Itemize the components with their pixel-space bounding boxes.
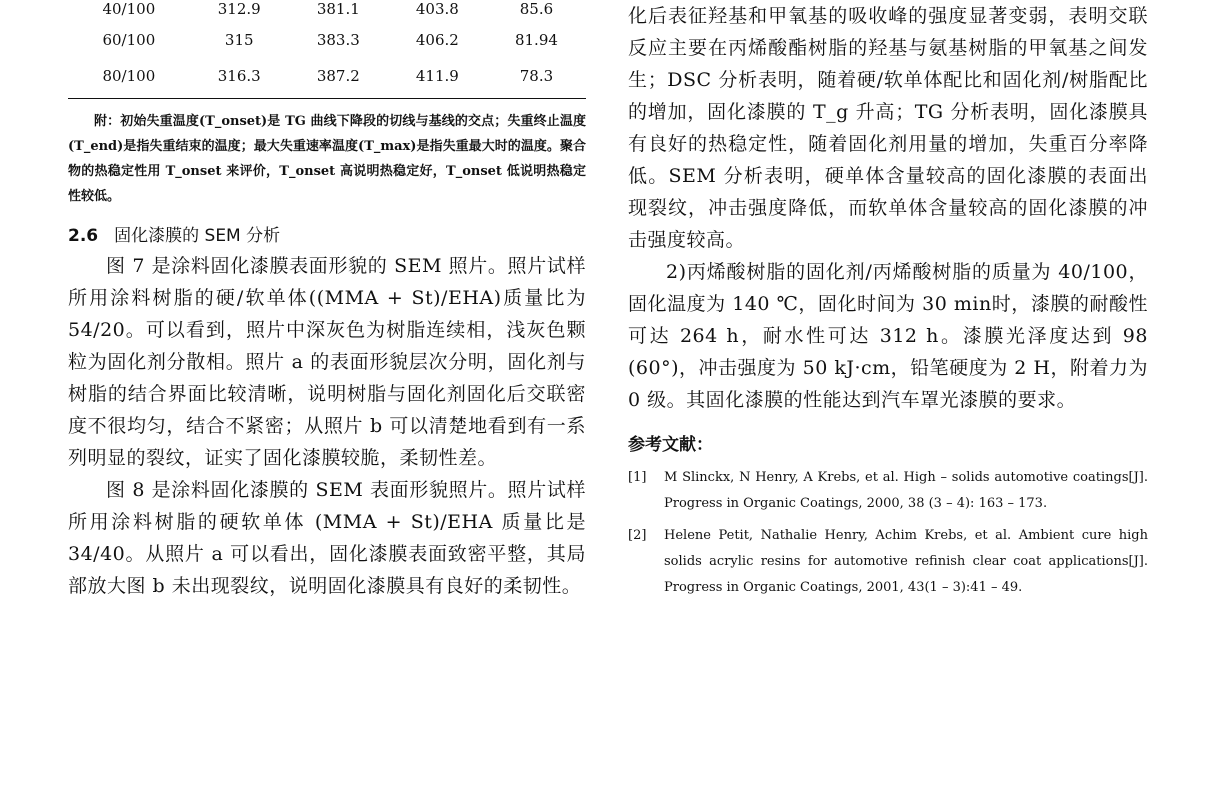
section-number: 2.6	[68, 226, 99, 246]
section-title: 固化漆膜的 SEM 分析	[114, 226, 281, 246]
table-row	[68, 22, 586, 58]
table-cell: 406.2	[415, 31, 459, 49]
table-note: 附：初始失重温度(T_onset)是 TG 曲线下降段的切线与基线的交点；失重终止温度(T_end)是指失重结束的温度；最大失重速率温度(T_max)是指失重最大时的温度。聚合物的热稳定性用 T_onset 来评价，T_onset 高说明热稳定好，T_onset 低说明热稳定性较低。	[68, 114, 586, 204]
reference-text: Helene Petit, Nathalie Henry, Achim Krebs, et al. Ambient cure high solids acrylic resins for automotive refinish clear coat applications[J]. Progress in Organic Coatings, 2001, 43(1 – 3):41 – 49.	[664, 528, 1148, 595]
paragraph-fig8: 图 8 是涂料固化漆膜的 SEM 表面形貌照片。照片试样所用涂料树脂的硬软单体 (MMA + St)/EHA 质量比是 34/40。从照片 a 可以看出，固化漆膜表面致密平整，其局部放大图 b 未出现裂纹，说明固化漆膜具有良好的柔韧性。	[68, 479, 586, 597]
right-column	[628, 0, 1148, 607]
references-heading: 参考文献：	[628, 435, 713, 455]
table-cell: 383.3	[316, 31, 360, 49]
table-bottom-rule	[68, 98, 586, 99]
table-cell: 312.9	[217, 0, 261, 18]
table-cell: 387.2	[316, 67, 360, 85]
table-cell: 316.3	[217, 67, 261, 85]
paragraph-fig7: 图 7 是涂料固化漆膜表面形貌的 SEM 照片。照片试样所用涂料树脂的硬/软单体((MMA + St)/EHA)质量比为 54/20。可以看到，照片中深灰色为树脂连续相，浅灰色颗粒为固化剂分散相。照片 a 的表面形貌层次分明，固化剂与树脂的结合界面比较清晰，说明树脂与固化剂固化后交联密度不很均匀，结合不紧密；从照片 b 可以清楚地看到有一系列明显的裂纹，证实了固化漆膜较脆，柔韧性差。	[68, 255, 586, 469]
table-cell: 80/100	[102, 67, 156, 85]
left-column	[68, 0, 586, 602]
table-cell: 411.9	[415, 67, 459, 85]
reference-number: [1]	[628, 470, 647, 485]
reference-item	[628, 523, 1148, 601]
table-cell: 403.8	[415, 0, 459, 18]
table-cell: 85.6	[519, 0, 554, 18]
table-cell: 315	[224, 31, 254, 49]
table-cell: 381.1	[316, 0, 360, 18]
table-cell: 40/100	[102, 0, 156, 18]
paragraph-conclusion-2: 2)丙烯酸树脂的固化剂/丙烯酸树脂的质量为 40/100，固化温度为 140 ℃，固化时间为 30 min时，漆膜的耐酸性可达 264 h，耐水性可达 312 h。漆膜光泽度达到 98 (60°)，冲击强度为 50 kJ·cm，铅笔硬度为 2 H，附着力为 0 级。其固化漆膜的性能达到汽车罩光漆膜的要求。	[628, 261, 1148, 411]
paragraph-conclusion-1: 化后表征羟基和甲氧基的吸收峰的强度显著变弱，表明交联反应主要在丙烯酸酯树脂的羟基与氨基树脂的甲氧基之间发生；DSC 分析表明，随着硬/软单体配比和固化剂/树脂配比的增加，固化漆膜的 T_g 升高；TG 分析表明，固化漆膜具有良好的热稳定性，随着固化剂用量的增加，失重百分率降低。SEM 分析表明，硬单体含量较高的固化漆膜的表面出现裂纹，冲击强度降低，而软单体含量较高的固化漆膜的冲击强度较高。	[628, 5, 1148, 251]
reference-text: M Slinckx, N Henry, A Krebs, et al. High – solids automotive coatings[J]. Progress in Organic Coatings, 2000, 38 (3 – 4): 163 – 173.	[664, 470, 1148, 511]
table-cell: 60/100	[102, 31, 156, 49]
table-cell: 78.3	[519, 67, 554, 85]
thermal-data-table	[68, 0, 586, 94]
section-heading	[68, 221, 586, 246]
table-row	[68, 0, 586, 22]
table-cell: 81.94	[514, 31, 558, 49]
reference-number: [2]	[628, 528, 647, 543]
table-row	[68, 58, 586, 94]
reference-list	[628, 465, 1148, 601]
reference-item	[628, 465, 1148, 517]
